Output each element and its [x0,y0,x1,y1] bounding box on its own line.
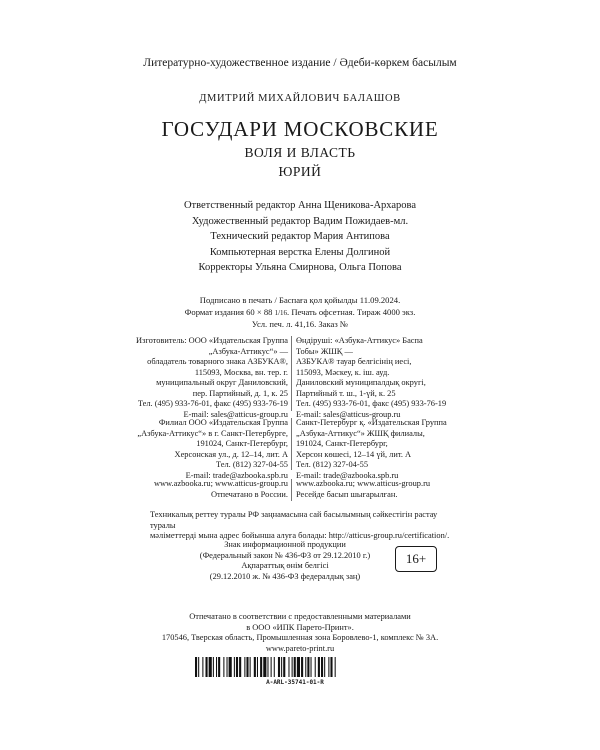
text-line: Ақпараттық өнім белгісі [241,561,329,570]
text-line: Даниловский муниципалдық округі, [296,378,426,387]
text-line: „Азбука-Аттикус“» ЖШҚ филиалы, [296,428,425,438]
barcode-bar [311,657,312,677]
text-line: Изготовитель: ООО «Издательская Группа [136,336,288,345]
barcode-bar [292,657,293,677]
text-line: www.azbooka.ru; www.atticus-group.ru [153,479,288,488]
printing-info [0,612,600,654]
column-divider [291,418,292,470]
text-line: www.azbooka.ru; www.atticus-group.ru [296,479,431,488]
websites-kz [296,479,471,500]
barcode-bar [223,657,224,677]
text-line: АЗБУКА® тауар белгісінің иесі, [296,357,412,366]
text-line: в ООО «ИПК Парето-Принт». [246,622,354,632]
text-line: E-mail: trade@azbooka.spb.ru [185,470,288,480]
barcode-block [195,657,395,687]
barcode-bar [198,657,199,677]
book-volume-title: ЮРИЙ [278,164,322,179]
credit-line: Компьютерная верстка Елены Долгиной [209,246,391,258]
text-line: (29.12.2010 ж. № 436-ФЗ федералдық заң) [209,571,361,581]
text-line: 115093, Мәскеу, к. іш. ауд. [296,367,390,377]
format-line [0,307,600,320]
text-line: мәліметтерді мына адрес бойынша алуға болады: http://atticus-group.ru/certification/. [150,531,450,540]
format-prefix: Формат издания 60 × 88 [184,306,273,317]
book-subtitle: ВОЛЯ И ВЛАСТЬ [244,145,356,160]
barcode-bar [246,657,248,677]
text-line: Санкт-Петербург қ. «Издательская Группа [296,418,447,427]
book-title: ГОСУДАРИ МОСКОВСКИЕ [161,117,439,141]
barcode-bar [213,657,214,677]
barcode-bar [305,657,306,677]
text-line: 115093, Москва, вн. тер. г. [194,367,288,377]
manufacturer-ru [130,336,288,420]
text-line: 170546, Тверская область, Промышленная зона Боровлево-1, комплекс № 3А. [161,633,439,642]
barcode-bar [324,657,325,677]
credit-line: Ответственный редактор Анна Щеникова-Архарова [183,200,417,211]
text-line: Тел. (495) 933-76-01, факс (495) 933-76-19 [296,399,447,408]
text-line: Филиал ООО «Издательская Группа [158,418,288,427]
barcode-bar [321,657,323,677]
barcode-bar [216,657,217,677]
barcode-bar [227,657,228,677]
text-line: (Федеральный закон № 436-ФЗ от 29.12.2010 г.) [199,550,371,560]
barcode-bar [257,657,258,677]
barcode-text: A-ARL-35741-01-R [266,679,324,686]
text-line: Херсонская ул., д. 12–14, лит. А [174,449,288,459]
barcode-bar [281,657,282,677]
text-line: „Азбука-Аттикус“» — [208,346,288,356]
text-line: Тобы» ЖШҚ — [296,346,353,356]
websites-ru [130,479,288,500]
credit-line: Художественный редактор Вадим Пожидаев-мл. [191,215,409,227]
text-line: Тел. (495) 933-76-01, факс (495) 933-76-19 [137,399,288,408]
barcode-bar [195,657,197,677]
text-line: Тел. (812) 327-04-55 [296,460,369,469]
barcode-bar [260,657,262,677]
manufacturer-kz [296,336,471,420]
barcode-bar [315,657,316,677]
text-line: Техникалық реттеу туралы РФ заңнамасына сай басылымның сәйкестігін растау туралы [150,510,438,530]
column-divider [291,336,292,411]
barcode-bar [202,657,203,677]
barcode-bar [271,657,272,677]
text-line: Тел. (812) 327-04-55 [215,460,288,469]
format-suffix: . Печать офсетная. Тираж 4000 экз. [287,306,416,317]
column-divider [291,479,292,501]
barcode-bar [267,657,268,677]
barcode-bar [209,657,212,677]
author-name: ДМИТРИЙ МИХАЙЛОВИЧ БАЛАШОВ [199,93,401,104]
text-line: Херсон көшесі, 12–14 үй, лит. А [296,449,412,459]
barcode-bar [239,657,241,677]
branch-kz [296,418,471,481]
text-line: E-mail: trade@azbooka.spb.ru [296,470,399,480]
format-fraction: 1/16 [274,308,288,317]
text-line: Знак информационной продукции [224,540,346,549]
barcode-bar [244,657,245,677]
barcode-bar [297,657,300,677]
barcode-bar [234,657,235,677]
barcode-bar [307,657,309,677]
text-line: пер. Партийный, д. 1, к. 25 [192,388,288,398]
barcode-bar [294,657,296,677]
branch-ru [130,418,288,481]
print-sheets-line: Усл. печ. л. 41,16. Заказ № [251,319,349,329]
barcode-bar [330,657,332,677]
barcode-bar [318,657,320,677]
text-line: „Азбука-Аттикус“» в г. Санкт-Петербурге, [137,428,288,438]
barcode-bar [301,657,303,677]
text-line: Ресейде басып шығарылған. [296,489,398,499]
text-line: Отпечатано в России. [210,489,288,499]
barcode-bar [278,657,280,677]
barcode-icon [195,657,395,677]
editorial-credits [0,198,600,276]
text-line: Өндіруші: «Азбука-Аттикус» Баспа [296,336,423,345]
barcode-bar [250,657,251,677]
barcode-bar [274,657,275,677]
barcode-bar [254,657,256,677]
text-line: 191024, Санкт-Петербург, [296,439,388,448]
text-line: Отпечатано в соответствии с предоставленными материалами [189,612,411,621]
text-line: www.pareto-print.ru [265,643,335,653]
barcode-bar [236,657,238,677]
age-rating-block [180,540,440,600]
signed-for-print: Подписано в печать / Баспаға қол қойылды 11.09.2024. [199,295,401,305]
text-line: обладатель товарного знака АЗБУКА®, [147,357,288,366]
credit-line: Технический редактор Мария Антипова [210,231,390,242]
text-line: Партийный т. ш., 1-үй, к. 25 [296,388,396,398]
barcode-bar [206,657,208,677]
barcode-bar [229,657,232,677]
barcode-bar [288,657,289,677]
barcode-bar [263,657,266,677]
age-rating-badge: 16+ [395,546,437,572]
publication-info [0,295,600,331]
text-line: муниципальный округ Даниловский, [156,378,288,387]
barcode-bar [328,657,329,677]
text-line: E-mail: sales@atticus-group.ru [296,409,401,419]
text-line: 191024, Санкт-Петербург, [196,439,288,448]
barcode-bar [283,657,285,677]
barcode-bar [335,657,336,677]
barcode-bar [218,657,220,677]
text-line: E-mail: sales@atticus-group.ru [183,409,288,419]
technical-regulation-note [150,510,455,542]
credit-line: Корректоры Ульяна Смирнова, Ольга Попова [198,262,402,273]
series-line: Литературно-художественное издание / Әдеби-көркем басылым [143,57,457,69]
age-rating-text [180,540,390,582]
